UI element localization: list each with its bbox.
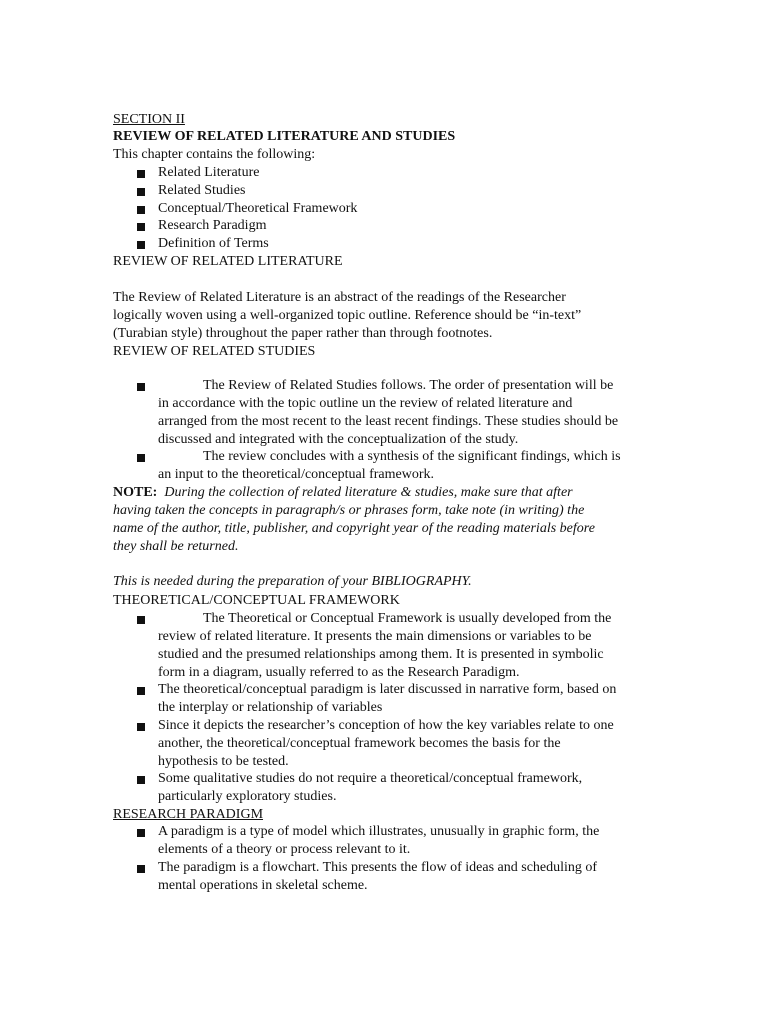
contents-item: Related Studies bbox=[158, 183, 246, 198]
paradigm-item-line: elements of a theory or process relevant to it. bbox=[158, 842, 411, 857]
framework-item-line: The Theoretical or Conceptual Framework is usually developed from the bbox=[203, 611, 612, 626]
bullet-icon bbox=[137, 188, 145, 196]
rrl-heading: REVIEW OF RELATED LITERATURE bbox=[113, 254, 343, 269]
bullet-icon bbox=[137, 241, 145, 249]
bullet-icon bbox=[137, 383, 145, 391]
contents-item: Definition of Terms bbox=[158, 236, 269, 251]
paradigm-item-line: mental operations in skeletal scheme. bbox=[158, 878, 368, 893]
rrl-paragraph-line: logically woven using a well-organized topic outline. Reference should be “in-text” bbox=[113, 308, 582, 323]
framework-item-line: the interplay or relationship of variables bbox=[158, 700, 383, 715]
note-text: During the collection of related literature & studies, make sure that after bbox=[164, 485, 573, 500]
bullet-icon bbox=[137, 687, 145, 695]
chapter-title: REVIEW OF RELATED LITERATURE AND STUDIES bbox=[113, 129, 456, 144]
note-line bbox=[113, 484, 573, 502]
contents-item: Related Literature bbox=[158, 165, 260, 180]
contents-item: Research Paradigm bbox=[158, 218, 267, 233]
paradigm-item-line: The paradigm is a flowchart. This presents the flow of ideas and scheduling of bbox=[158, 860, 598, 875]
bullet-icon bbox=[137, 865, 145, 873]
section-label: SECTION II bbox=[113, 112, 185, 127]
bullet-icon bbox=[137, 206, 145, 214]
bullet-icon bbox=[137, 170, 145, 178]
framework-item-line: another, the theoretical/conceptual framework becomes the basis for the bbox=[158, 736, 561, 751]
note-line: they shall be returned. bbox=[113, 539, 239, 554]
bullet-icon bbox=[137, 616, 145, 624]
note-line: having taken the concepts in paragraph/s or phrases form, take note (in writing) the bbox=[113, 503, 585, 518]
bibliography-note: This is needed during the preparation of your BIBLIOGRAPHY. bbox=[113, 574, 472, 589]
framework-item-line: The theoretical/conceptual paradigm is later discussed in narrative form, based on bbox=[158, 682, 617, 697]
rrl-paragraph-line: (Turabian style) throughout the paper rather than through footnotes. bbox=[113, 326, 493, 341]
framework-item-line: form in a diagram, usually referred to as the Research Paradigm. bbox=[158, 665, 520, 680]
framework-item-line: Some qualitative studies do not require a theoretical/conceptual framework, bbox=[158, 771, 583, 786]
bullet-icon bbox=[137, 454, 145, 462]
framework-item-line: studied and the presumed relationships among them. It is presented in symbolic bbox=[158, 647, 604, 662]
intro-text: This chapter contains the following: bbox=[113, 147, 316, 162]
note-label: NOTE: bbox=[113, 485, 158, 500]
framework-item-line: review of related literature. It presents the main dimensions or variables to be bbox=[158, 629, 592, 644]
bullet-icon bbox=[137, 829, 145, 837]
framework-item-line: hypothesis to be tested. bbox=[158, 754, 289, 769]
framework-item-line: Since it depicts the researcher’s conception of how the key variables relate to one bbox=[158, 718, 614, 733]
paradigm-item-line: A paradigm is a type of model which illustrates, unusually in graphic form, the bbox=[158, 824, 600, 839]
framework-heading: THEORETICAL/CONCEPTUAL FRAMEWORK bbox=[113, 593, 400, 608]
contents-item: Conceptual/Theoretical Framework bbox=[158, 201, 358, 216]
rrs-item-line: arranged from the most recent to the least recent findings. These studies should be bbox=[158, 414, 619, 429]
rrl-paragraph-line: The Review of Related Literature is an abstract of the readings of the Researcher bbox=[113, 290, 566, 305]
rrs-item-line: The Review of Related Studies follows. The order of presentation will be bbox=[203, 378, 614, 393]
rrs-item-line: The review concludes with a synthesis of the significant findings, which is bbox=[203, 449, 621, 464]
rrs-item-line: discussed and integrated with the conceptualization of the study. bbox=[158, 432, 519, 447]
paradigm-heading: RESEARCH PARADIGM bbox=[113, 807, 264, 822]
rrs-item-line: an input to the theoretical/conceptual framework. bbox=[158, 467, 435, 482]
rrs-item-line: in accordance with the topic outline un the review of related literature and bbox=[158, 396, 573, 411]
rrs-heading: REVIEW OF RELATED STUDIES bbox=[113, 344, 316, 359]
note-line: name of the author, title, publisher, and copyright year of the reading materials before bbox=[113, 521, 595, 536]
bullet-icon bbox=[137, 723, 145, 731]
bullet-icon bbox=[137, 776, 145, 784]
framework-item-line: particularly exploratory studies. bbox=[158, 789, 337, 804]
bullet-icon bbox=[137, 223, 145, 231]
